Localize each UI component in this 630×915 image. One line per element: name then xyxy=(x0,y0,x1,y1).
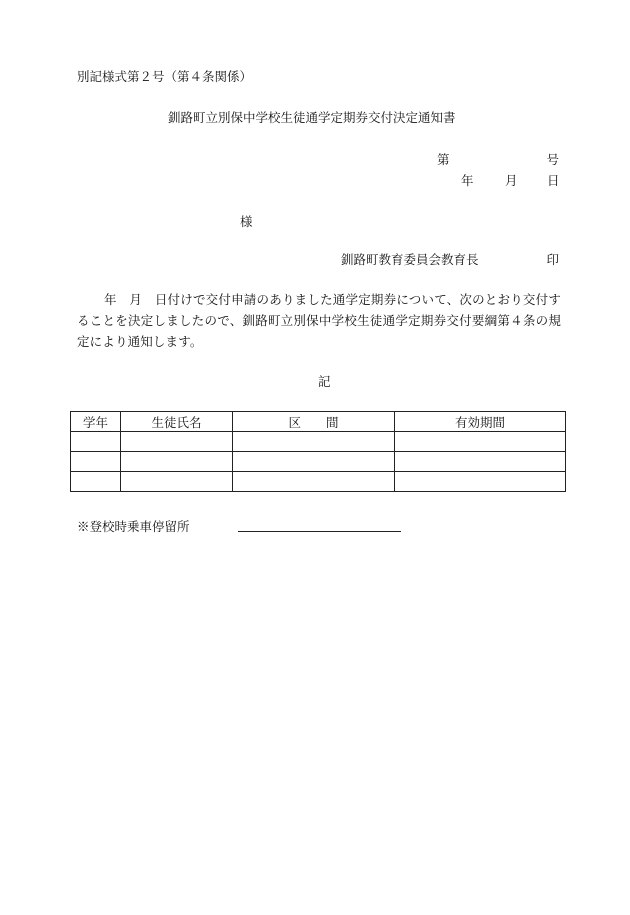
table-row xyxy=(71,472,566,492)
addressee-suffix: 様 xyxy=(240,214,253,229)
table-cell[interactable] xyxy=(121,432,233,452)
header-section: 区 間 xyxy=(233,412,395,432)
boarding-stop-label: ※登校時乗車停留所 xyxy=(77,519,190,534)
number-suffix: 号 xyxy=(546,152,559,167)
table-cell[interactable] xyxy=(395,472,566,492)
header-grade: 学年 xyxy=(71,412,121,432)
form-number: 別記様式第２号（第４条関係） xyxy=(77,69,253,84)
table-cell[interactable] xyxy=(233,452,395,472)
table-row xyxy=(71,452,566,472)
document-title: 釧路町立別保中学校生徒通学定期券交付決定通知書 xyxy=(168,110,456,125)
boarding-stop-blank-line[interactable] xyxy=(238,531,401,532)
issuer-name: 釧路町教育委員会教育長 xyxy=(341,252,479,267)
table-cell[interactable] xyxy=(395,432,566,452)
ki-heading: 記 xyxy=(318,374,331,389)
date-month: 月 xyxy=(505,173,518,188)
table-row xyxy=(71,432,566,452)
table-cell[interactable] xyxy=(71,432,121,452)
table-cell[interactable] xyxy=(71,452,121,472)
table-cell[interactable] xyxy=(233,432,395,452)
header-student-name: 生徒氏名 xyxy=(121,412,233,432)
number-prefix: 第 xyxy=(437,152,450,167)
header-validity-period: 有効期間 xyxy=(395,412,566,432)
table-cell[interactable] xyxy=(233,472,395,492)
table-cell[interactable] xyxy=(121,452,233,472)
table-header-row xyxy=(71,412,566,432)
notice-body: 年 月 日付けで交付申請のありました通学定期券について、次のとおり交付することを決定しましたので、釧路町立別保中学校生徒通学定期券交付要綱第４条の規定により通知します。 xyxy=(77,292,561,349)
date-day: 日 xyxy=(547,173,560,188)
table-cell[interactable] xyxy=(121,472,233,492)
pass-table xyxy=(70,411,566,492)
table-cell[interactable] xyxy=(395,452,566,472)
table-cell[interactable] xyxy=(71,472,121,492)
date-year: 年 xyxy=(461,173,474,188)
seal-mark: 印 xyxy=(546,252,559,267)
